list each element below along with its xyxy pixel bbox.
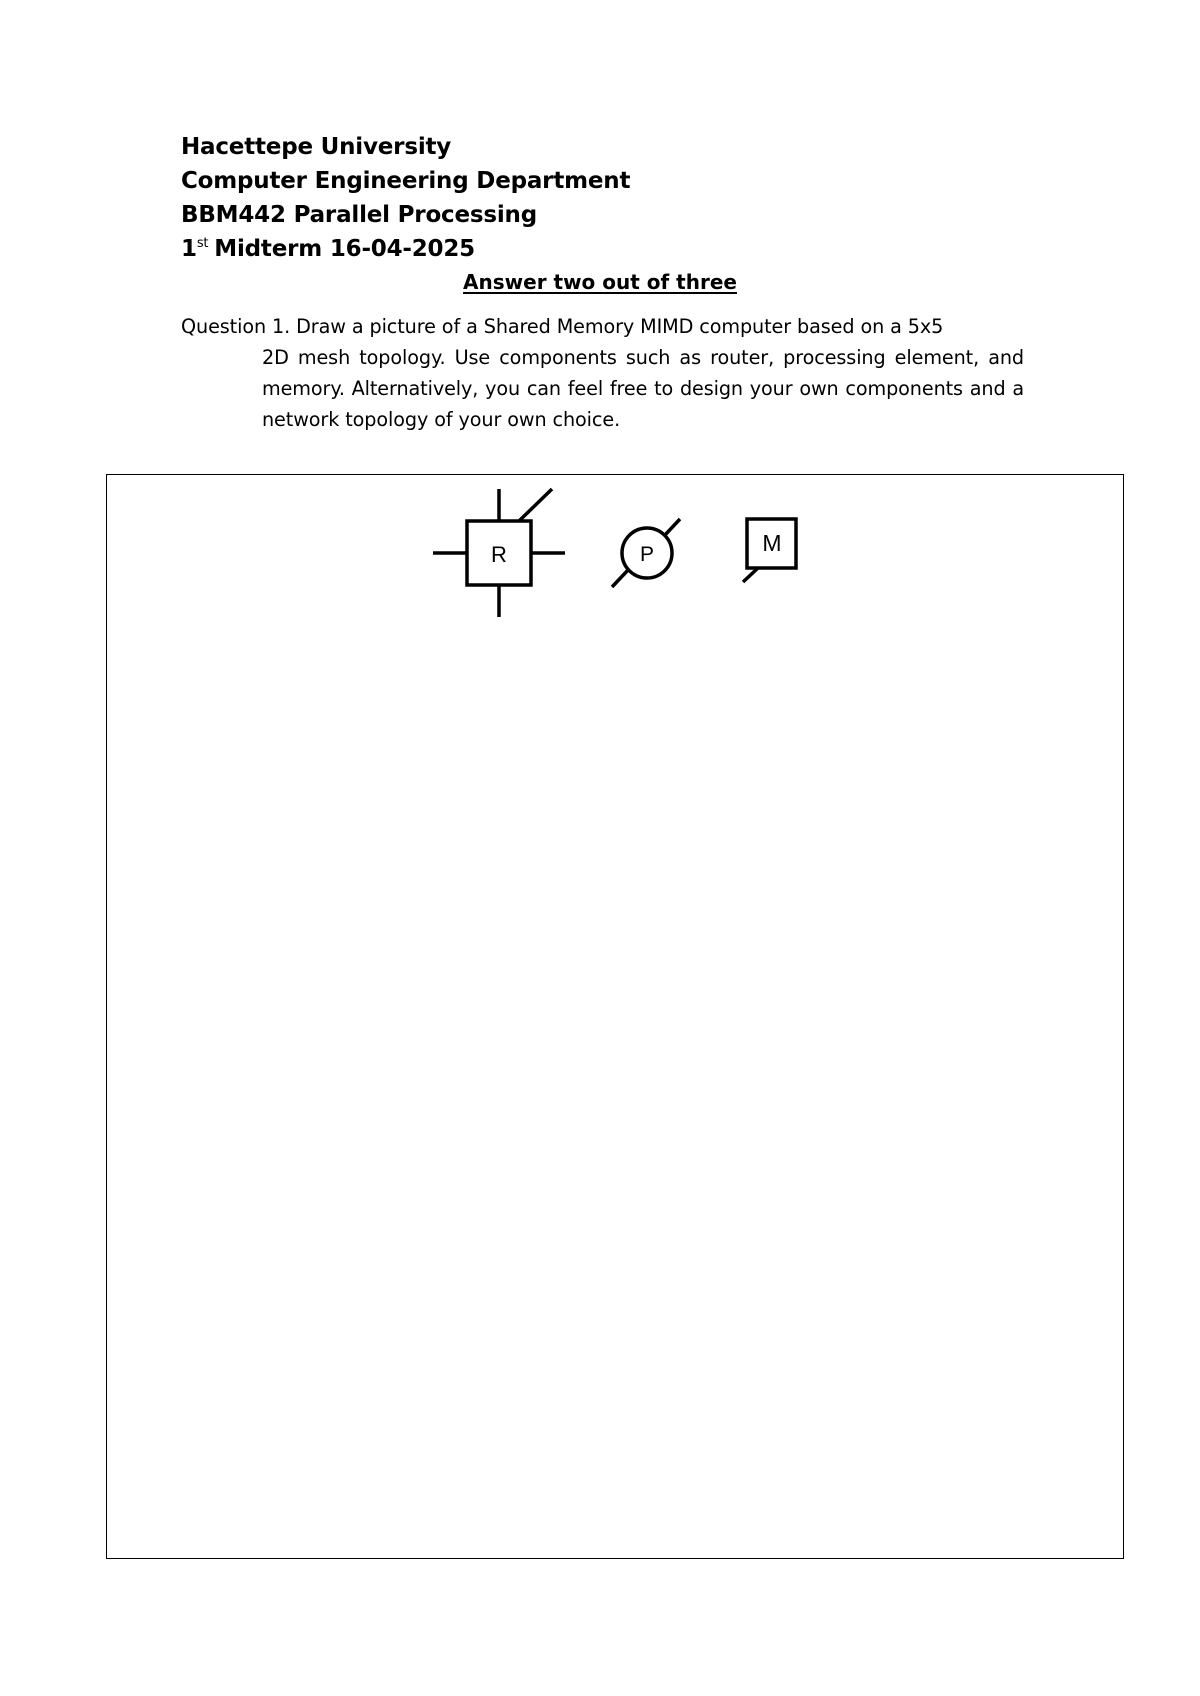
memory-label: M bbox=[762, 530, 782, 556]
memory-port bbox=[743, 568, 758, 582]
course-title: BBM442 Parallel Processing bbox=[181, 202, 537, 228]
processor-port-upper bbox=[665, 519, 680, 535]
processor-label: P bbox=[639, 543, 655, 566]
exam-title bbox=[181, 232, 630, 266]
university-name: Hacettepe University bbox=[181, 134, 452, 160]
processor-symbol bbox=[612, 519, 680, 587]
router-label: R bbox=[491, 542, 507, 567]
exam-suffix: st bbox=[196, 236, 209, 252]
department-name: Computer Engineering Department bbox=[181, 168, 631, 194]
exam-date: Midterm 16-04-2025 bbox=[214, 236, 475, 262]
router-local-port bbox=[519, 489, 552, 521]
component-legend bbox=[107, 475, 1123, 635]
processor-port-lower bbox=[612, 570, 628, 587]
router-symbol bbox=[433, 489, 565, 617]
instruction-text: Answer two out of three bbox=[463, 270, 737, 294]
question-1-first-line: Question 1. Draw a picture of a Shared Memory MIMD computer based on a 5x5 bbox=[181, 315, 944, 338]
instruction bbox=[0, 268, 1200, 296]
exam-number: 1 bbox=[181, 236, 197, 262]
memory-symbol bbox=[743, 519, 796, 582]
question-1 bbox=[181, 311, 1024, 435]
question-1-body: 2D mesh topology. Use components such as router, processing element, and memory. Alternatively, you can feel free to design your own components and a network topology of your own choice. bbox=[262, 346, 1024, 431]
exam-header bbox=[181, 130, 630, 266]
answer-box[interactable] bbox=[106, 474, 1124, 1559]
